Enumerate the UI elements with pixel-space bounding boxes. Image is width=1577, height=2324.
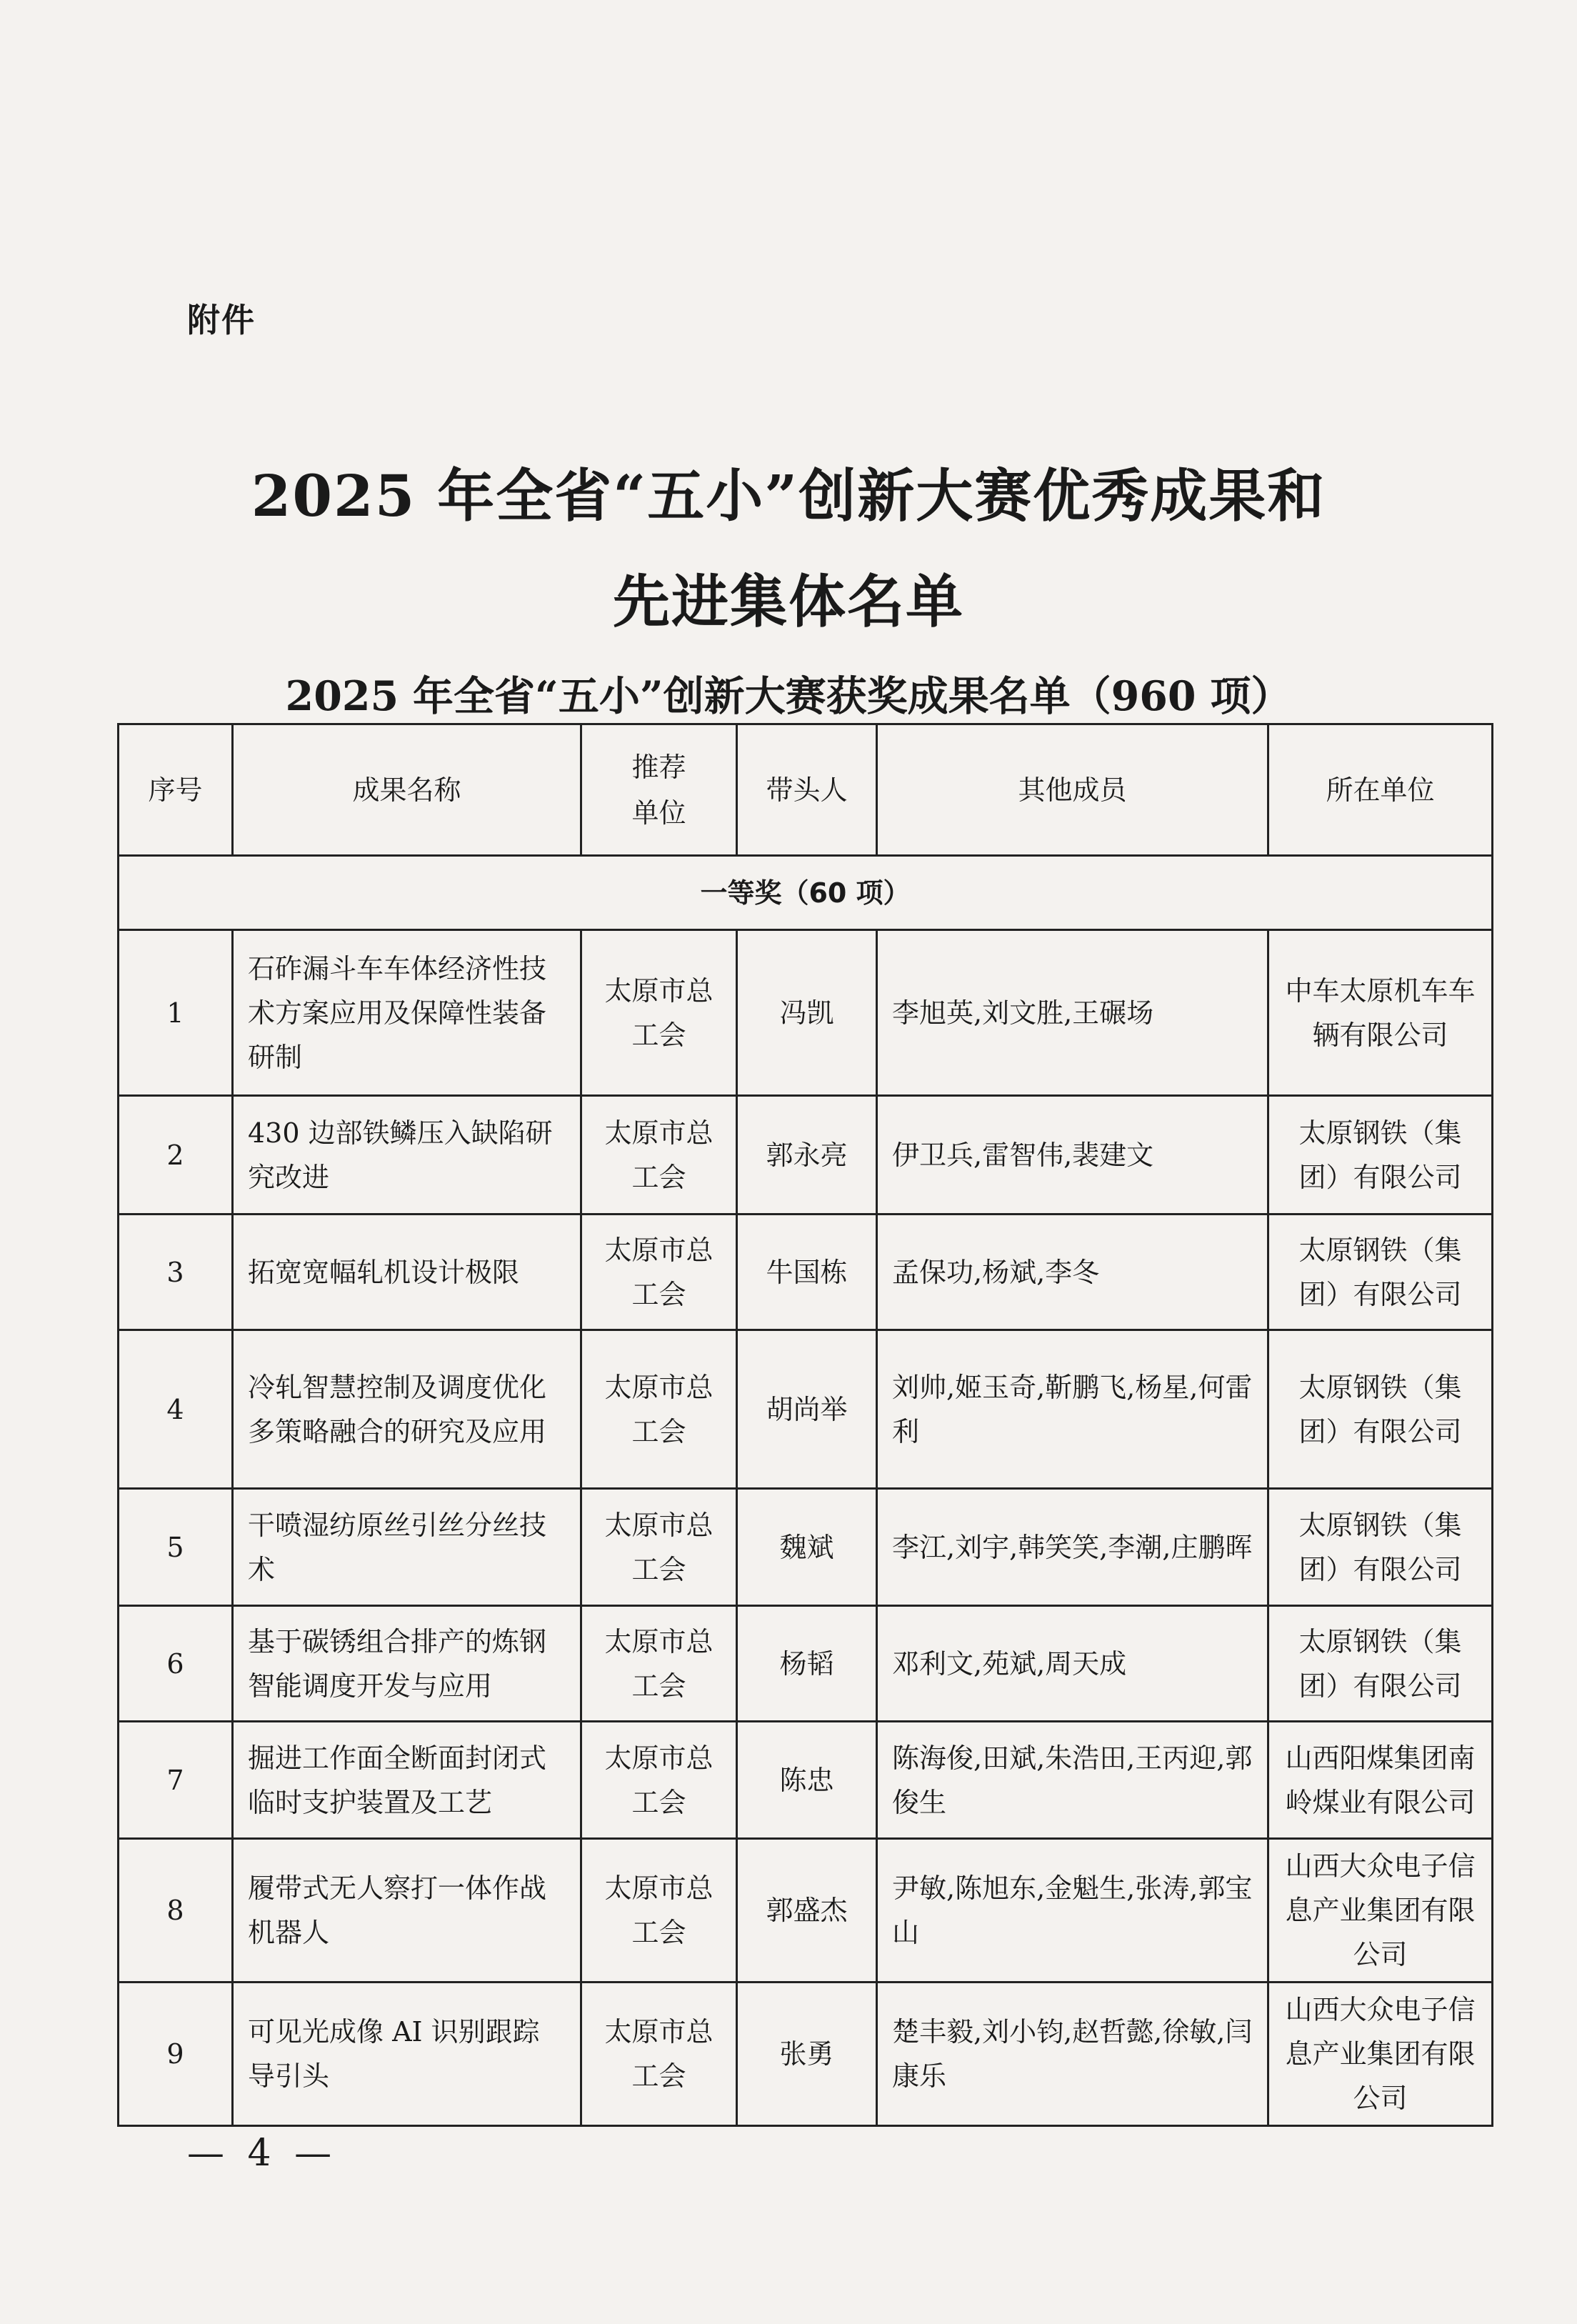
row-name: 掘进工作面全断面封闭式临时支护装置及工艺 — [233, 1722, 581, 1839]
row-members: 楚丰毅,刘小钧,赵哲懿,徐敏,闫康乐 — [877, 1983, 1268, 2126]
row-unit: 太原市总工会 — [581, 1096, 737, 1215]
table-row — [119, 1096, 1493, 1215]
row-name: 拓宽宽幅轧机设计极限 — [233, 1215, 581, 1330]
row-members: 刘帅,姬玉奇,靳鹏飞,杨星,何雷利 — [877, 1330, 1268, 1489]
header-unit-line1: 推荐 — [631, 751, 686, 783]
header-org: 所在单位 — [1268, 724, 1493, 856]
row-org: 太原钢铁（集团）有限公司 — [1268, 1489, 1493, 1606]
row-name: 干喷湿纺原丝引丝分丝技术 — [233, 1489, 581, 1606]
main-title — [0, 443, 1577, 654]
page-number: — 4 — — [187, 2132, 338, 2175]
row-leader: 郭永亮 — [737, 1096, 877, 1215]
header-unit-line2: 单位 — [631, 797, 686, 829]
main-title-line1: 2025 年全省“五小”创新大赛优秀成果和 — [251, 462, 1326, 529]
row-name: 430 边部铁鳞压入缺陷研究改进 — [233, 1096, 581, 1215]
row-name: 履带式无人察打一体作战机器人 — [233, 1839, 581, 1983]
row-unit: 太原市总工会 — [581, 1330, 737, 1489]
header-leader: 带头人 — [737, 724, 877, 856]
table-row — [119, 1330, 1493, 1489]
row-leader: 郭盛杰 — [737, 1839, 877, 1983]
table-row — [119, 1489, 1493, 1606]
header-unit — [581, 724, 737, 856]
section-label: 一等奖（60 项） — [119, 856, 1493, 930]
table-row — [119, 1215, 1493, 1330]
header-name: 成果名称 — [233, 724, 581, 856]
row-no: 9 — [119, 1983, 233, 2126]
row-unit: 太原市总工会 — [581, 1215, 737, 1330]
row-no: 2 — [119, 1096, 233, 1215]
row-members: 孟保功,杨斌,李冬 — [877, 1215, 1268, 1330]
table-row — [119, 1839, 1493, 1983]
row-no: 5 — [119, 1489, 233, 1606]
row-no: 3 — [119, 1215, 233, 1330]
row-no: 7 — [119, 1722, 233, 1839]
table-row — [119, 930, 1493, 1096]
row-org: 山西大众电子信息产业集团有限公司 — [1268, 1839, 1493, 1983]
row-name: 石砟漏斗车车体经济性技术方案应用及保障性装备研制 — [233, 930, 581, 1096]
row-members: 伊卫兵,雷智伟,裴建文 — [877, 1096, 1268, 1215]
row-leader: 陈忠 — [737, 1722, 877, 1839]
row-leader: 杨韬 — [737, 1606, 877, 1722]
header-no: 序号 — [119, 724, 233, 856]
row-name: 冷轧智慧控制及调度优化多策略融合的研究及应用 — [233, 1330, 581, 1489]
row-org: 太原钢铁（集团）有限公司 — [1268, 1096, 1493, 1215]
row-unit: 太原市总工会 — [581, 1839, 737, 1983]
row-org: 太原钢铁（集团）有限公司 — [1268, 1330, 1493, 1489]
row-leader: 冯凯 — [737, 930, 877, 1096]
row-leader: 胡尚举 — [737, 1330, 877, 1489]
table-row — [119, 1983, 1493, 2126]
table-row — [119, 1722, 1493, 1839]
row-unit: 太原市总工会 — [581, 930, 737, 1096]
table-title: 2025 年全省“五小”创新大赛获奖成果名单（960 项） — [285, 672, 1292, 720]
row-leader: 魏斌 — [737, 1489, 877, 1606]
row-unit: 太原市总工会 — [581, 1722, 737, 1839]
row-unit: 太原市总工会 — [581, 1489, 737, 1606]
row-name: 可见光成像 AI 识别跟踪导引头 — [233, 1983, 581, 2126]
row-org: 山西大众电子信息产业集团有限公司 — [1268, 1983, 1493, 2126]
row-leader: 牛国栋 — [737, 1215, 877, 1330]
attachment-label: 附件 — [187, 301, 256, 339]
header-members: 其他成员 — [877, 724, 1268, 856]
section-row — [119, 856, 1493, 930]
table-row — [119, 1606, 1493, 1722]
row-org: 山西阳煤集团南岭煤业有限公司 — [1268, 1722, 1493, 1839]
row-no: 6 — [119, 1606, 233, 1722]
row-members: 李江,刘宇,韩笑笑,李潮,庄鹏晖 — [877, 1489, 1268, 1606]
row-org: 太原钢铁（集团）有限公司 — [1268, 1215, 1493, 1330]
row-unit: 太原市总工会 — [581, 1606, 737, 1722]
row-no: 8 — [119, 1839, 233, 1983]
row-unit: 太原市总工会 — [581, 1983, 737, 2126]
row-members: 尹敏,陈旭东,金魁生,张涛,郭宝山 — [877, 1839, 1268, 1983]
row-leader: 张勇 — [737, 1983, 877, 2126]
row-no: 4 — [119, 1330, 233, 1489]
row-name: 基于碳锈组合排产的炼钢智能调度开发与应用 — [233, 1606, 581, 1722]
row-org: 中车太原机车车辆有限公司 — [1268, 930, 1493, 1096]
row-no: 1 — [119, 930, 233, 1096]
awards-table — [117, 723, 1493, 2127]
row-members: 李旭英,刘文胜,王碾场 — [877, 930, 1268, 1096]
row-members: 陈海俊,田斌,朱浩田,王丙迎,郭俊生 — [877, 1722, 1268, 1839]
row-members: 邓利文,苑斌,周天成 — [877, 1606, 1268, 1722]
main-title-line2: 先进集体名单 — [613, 568, 964, 635]
header-row — [119, 724, 1493, 856]
row-org: 太原钢铁（集团）有限公司 — [1268, 1606, 1493, 1722]
